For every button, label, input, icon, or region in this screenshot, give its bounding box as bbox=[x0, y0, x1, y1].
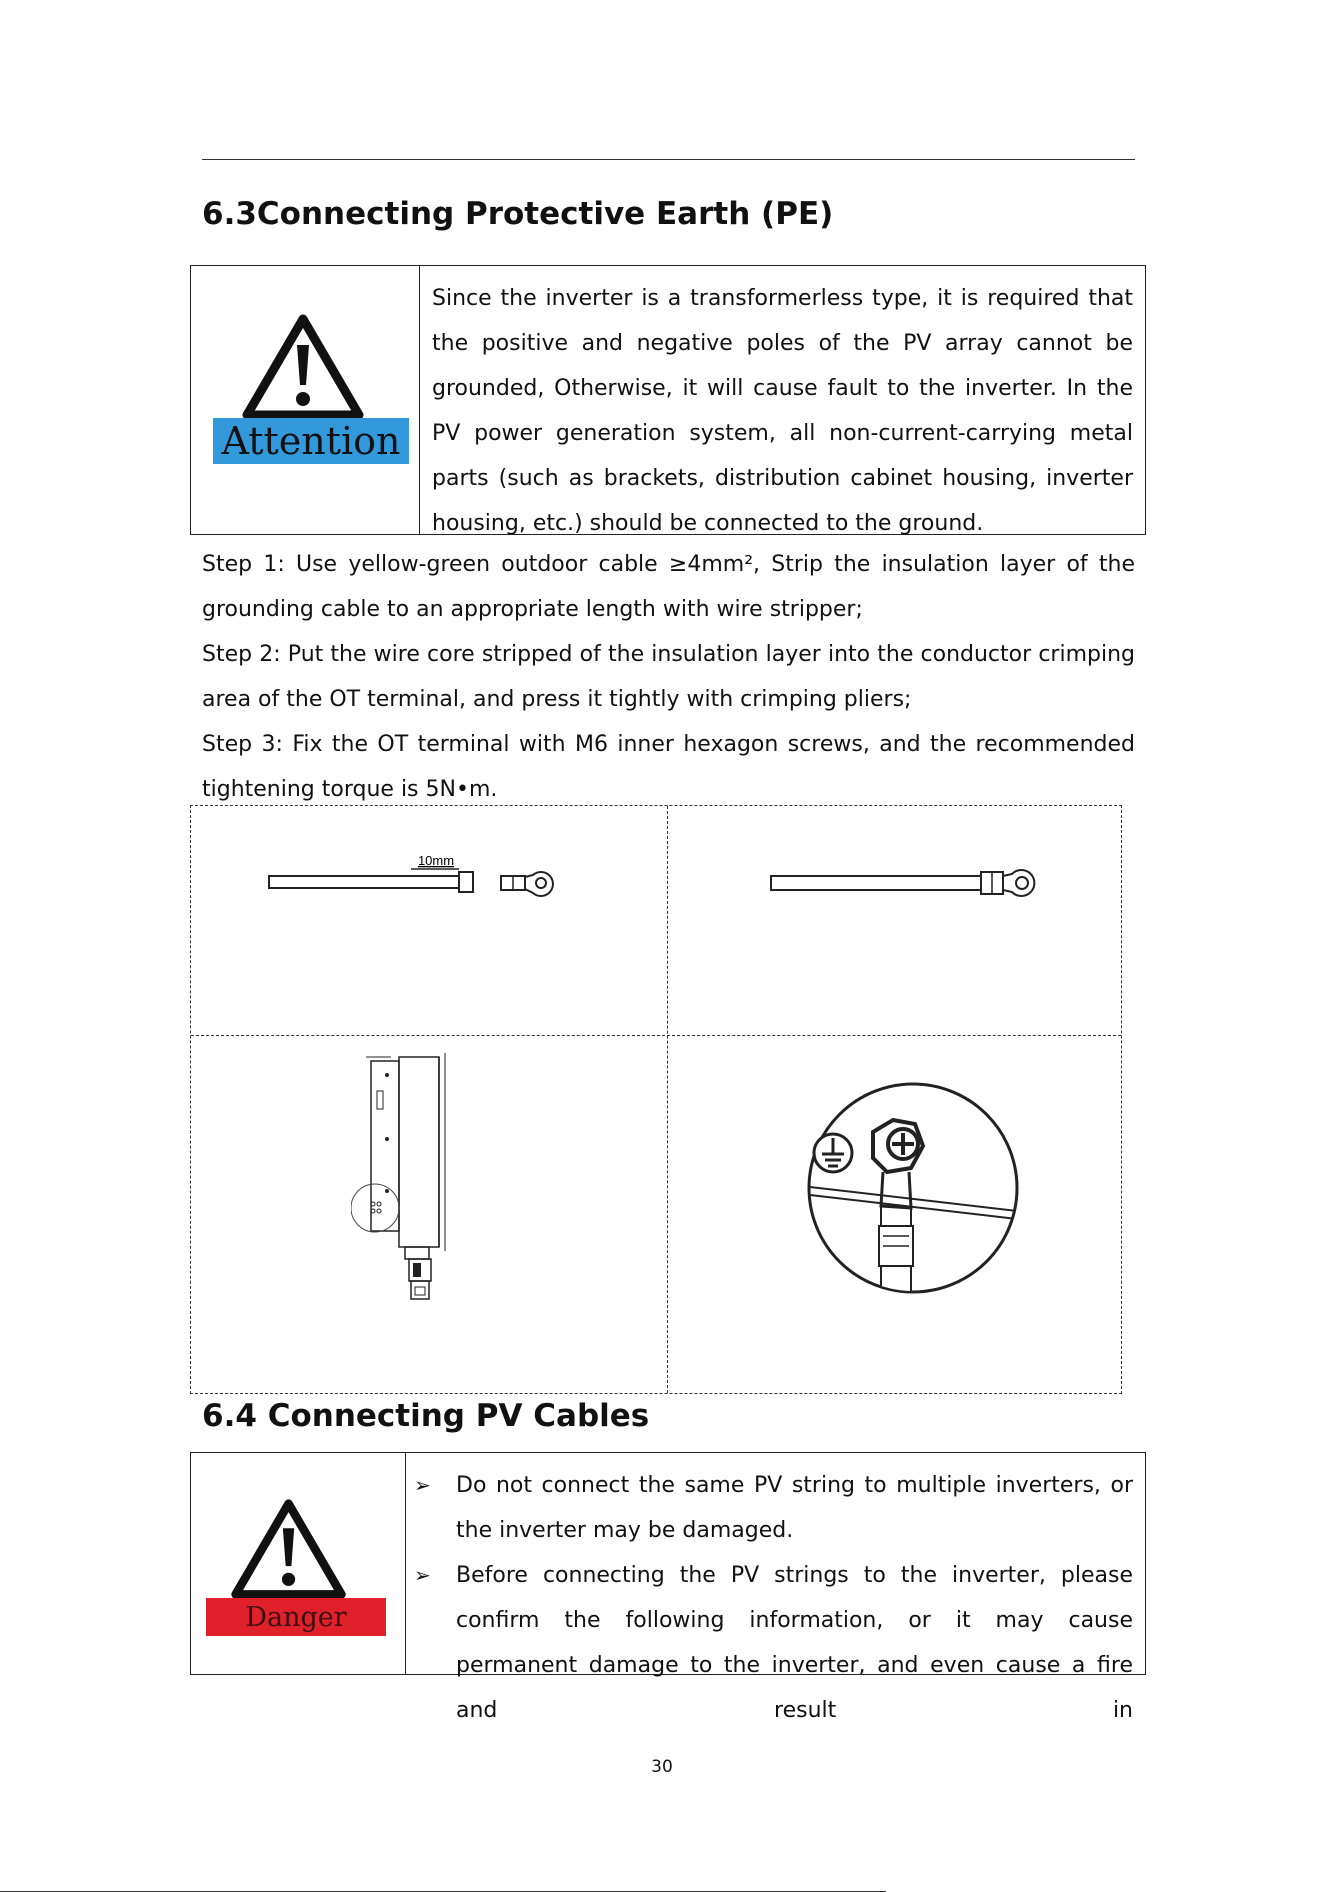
danger-label bbox=[206, 1598, 386, 1636]
crimped-cable-figure bbox=[736, 846, 1056, 906]
grounding-steps bbox=[202, 542, 1135, 812]
danger-bullet-2 bbox=[406, 1553, 1133, 1733]
bullet-arrow-icon: ➢ bbox=[414, 1473, 431, 1497]
step-3-text: Step 3: Fix the OT terminal with M6 inner hexagon screws, and the recommended tightening torque is 5N•m. bbox=[202, 732, 1135, 802]
warning-triangle-icon bbox=[229, 1498, 349, 1602]
section-6-3-heading: 6.3Connecting Protective Earth (PE) bbox=[202, 196, 834, 232]
figure-grid-vertical-divider bbox=[667, 806, 668, 1393]
danger-bullet-1-text: Do not connect the same PV string to multiple inverters, or the inverter may be damaged. bbox=[456, 1473, 1133, 1543]
danger-bullet-2-text: Before connecting the PV strings to the inverter, please confirm the following information, or it may cause permanent damage to the inverter, and even cause a fire and result in bbox=[456, 1563, 1133, 1723]
step-1-text: Step 1: Use yellow-green outdoor cable ≥4mm², Strip the insulation layer of the grounding cable to an appropriate length with wire stripper; bbox=[202, 552, 1135, 622]
danger-notice-box bbox=[190, 1452, 1146, 1723]
bullet-arrow-icon: ➢ bbox=[414, 1563, 431, 1587]
strip-length-label: 10mm bbox=[417, 853, 455, 868]
grounding-figure-grid bbox=[190, 805, 1122, 1394]
figure-grid-horizontal-divider bbox=[191, 1035, 1121, 1036]
step-2-text: Step 2: Put the wire core stripped of the insulation layer into the conductor crimping area of the OT terminal, and press it tightly with crimping pliers; bbox=[202, 642, 1135, 712]
danger-notice-text-cell bbox=[406, 1453, 1145, 1723]
attention-notice-box bbox=[190, 265, 1146, 535]
section-6-4-heading: 6.4 Connecting PV Cables bbox=[202, 1398, 650, 1434]
attention-label bbox=[213, 418, 409, 464]
attention-notice-icon-cell bbox=[191, 266, 420, 534]
danger-bullet-1 bbox=[406, 1463, 1133, 1553]
attention-label-text: Attention bbox=[221, 419, 401, 463]
danger-notice-icon-cell bbox=[191, 1453, 406, 1674]
attention-notice-text: Since the inverter is a transformerless type, it is required that the positive and negative poles of the PV array cannot be grounded, Otherwise, it will cause fault to the inverter. In the PV power generation system, all non-current-carrying metal parts (such as brackets, distribution cabinet housing, inverter housing, etc.) should be connected to the ground. bbox=[432, 286, 1133, 536]
inverter-side-view-figure bbox=[351, 1051, 491, 1316]
grounding-screw-detail-figure bbox=[801, 1076, 1026, 1301]
danger-label-text: Danger bbox=[245, 1601, 347, 1633]
page-number: 30 bbox=[651, 1757, 673, 1777]
attention-notice-text-cell bbox=[420, 266, 1145, 534]
warning-triangle-icon bbox=[241, 313, 366, 423]
page-header-rule bbox=[202, 159, 1135, 160]
stripped-cable-and-ot-terminal-figure bbox=[261, 846, 581, 906]
